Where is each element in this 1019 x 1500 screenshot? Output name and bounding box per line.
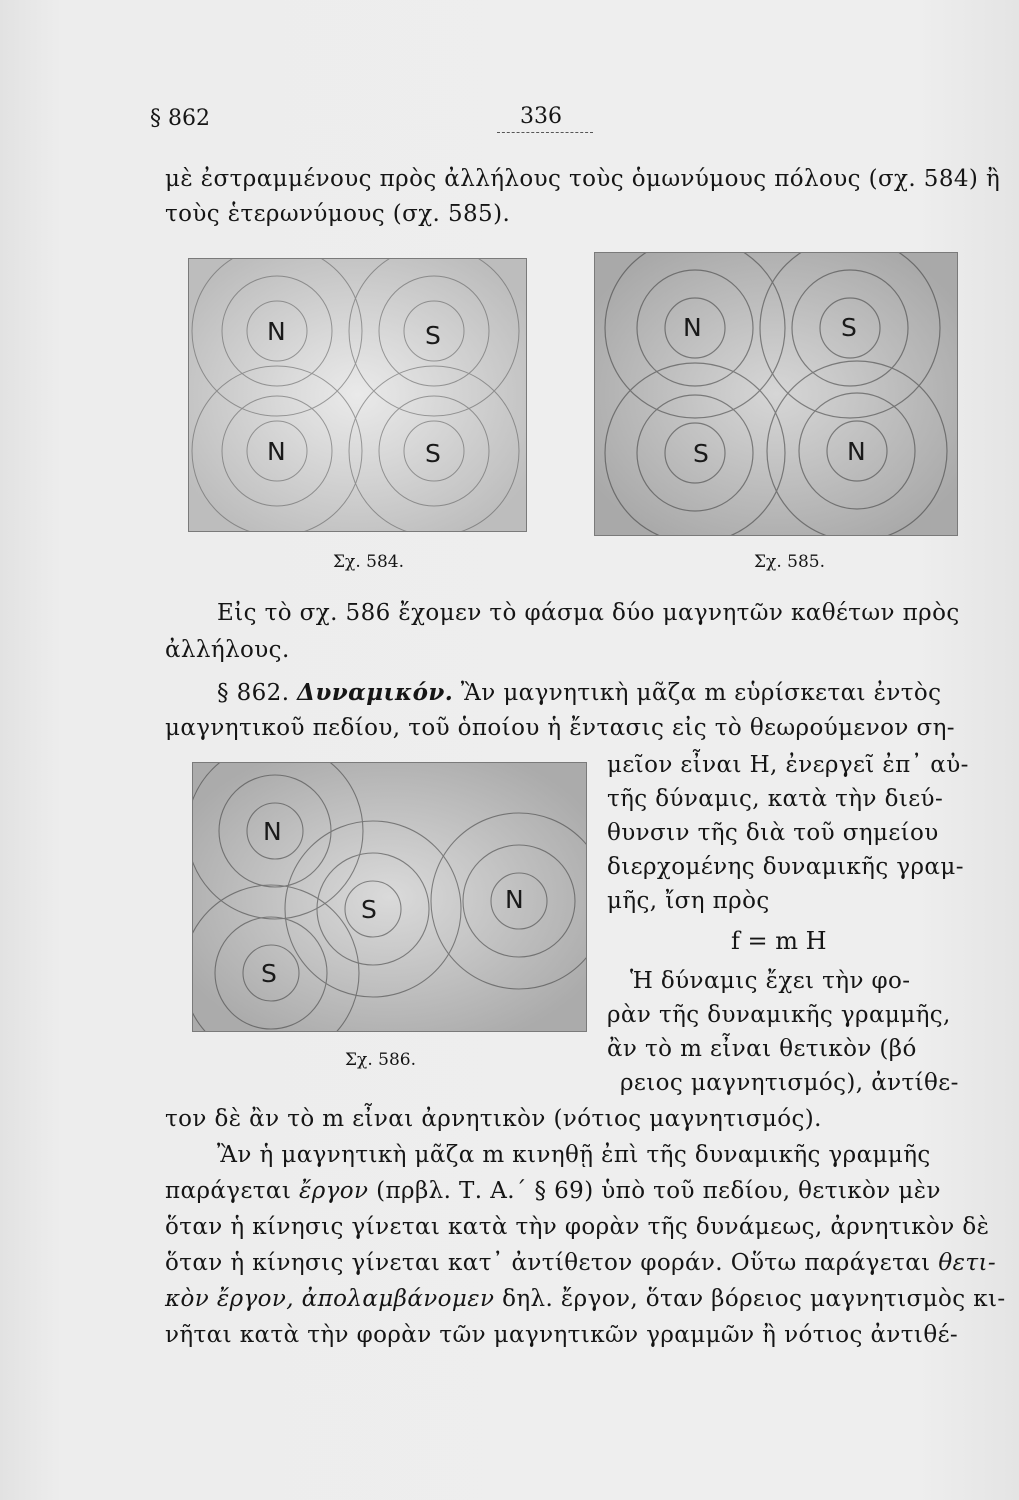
- equation-f-mH: f = m H: [731, 927, 827, 955]
- section-862-full-line: τον δὲ ἂν τὸ m εἶναι ἀρνητικὸν (νότιος μαγνητισμός).: [165, 1106, 822, 1132]
- figure-586: [192, 762, 587, 1032]
- pole-label: S: [261, 959, 277, 988]
- figure-584-caption: Σχ. 584.: [333, 552, 404, 572]
- work-line-2-b: (πρβλ. Τ. Α.´ § 69) ὑπὸ τοῦ πεδίου, θετικὸν μὲν: [376, 1178, 941, 1204]
- work-line-4: [165, 1250, 996, 1276]
- wrap-line-4: διερχομένης δυναμικῆς γραμ-: [607, 854, 964, 880]
- work-line-6: νῆται κατὰ τὴν φορὰν τῶν μαγνητικῶν γραμμῶν ἢ νότιος ἀντιθέ-: [165, 1322, 959, 1348]
- section-862-heading-line: [217, 679, 941, 706]
- pole-label: S: [841, 313, 857, 342]
- figure-584: [188, 258, 527, 532]
- pole-label: S: [361, 895, 377, 924]
- section-862-number: § 862.: [217, 680, 290, 706]
- page-number-underline: [497, 132, 593, 133]
- section-862-line1-rest: Ἂν μαγνητικὴ μᾶζα m εὑρίσκεται ἐντὸς: [460, 680, 942, 706]
- work-line-1: Ἂν ἡ μαγνητικὴ μᾶζα m κινηθῇ ἐπὶ τῆς δυναμικῆς γραμμῆς: [217, 1142, 931, 1168]
- page-number: 336: [520, 104, 562, 129]
- pole-label: S: [425, 321, 441, 350]
- para586-line-2: ἀλλήλους.: [165, 637, 290, 663]
- section-862-line-2: μαγνητικοῦ πεδίου, τοῦ ὁποίου ἡ ἔντασις εἰς τὸ θεωρούμενον ση-: [165, 715, 955, 741]
- wrap-line-2: τῆς δύναμις, κατὰ τὴν διεύ-: [607, 786, 944, 812]
- field-lines-585: [595, 253, 957, 535]
- pole-label: N: [267, 437, 286, 466]
- figure-585: [594, 252, 958, 536]
- pole-label: S: [693, 439, 709, 468]
- work-line-5-italic: κὸν ἔργον, ἀπολαμβάνομεν: [165, 1286, 495, 1312]
- intro-line-1: μὲ ἐστραμμένους πρὸς ἀλλήλους τοὺς ὁμωνύμους πόλους (σχ. 584) ἢ: [165, 166, 1001, 192]
- pole-label: S: [425, 439, 441, 468]
- work-line-5: [165, 1286, 1006, 1312]
- work-line-2-italic: ἔργον: [298, 1178, 369, 1204]
- figure-585-caption: Σχ. 585.: [754, 552, 825, 572]
- wrap2-line-2: ρὰν τῆς δυναμικῆς γραμμῆς,: [607, 1002, 951, 1028]
- field-lines-584: [189, 259, 526, 531]
- pole-label: N: [505, 885, 524, 914]
- pole-label: N: [847, 437, 866, 466]
- pole-label: N: [683, 313, 702, 342]
- work-line-4-italic: θετι-: [938, 1250, 997, 1276]
- pole-label: N: [263, 817, 282, 846]
- intro-line-2: τοὺς ἑτερωνύμους (σχ. 585).: [165, 201, 511, 227]
- pole-label: N: [267, 317, 286, 346]
- wrap2-line-3: ἂν τὸ m εἶναι θετικὸν (βό: [607, 1036, 917, 1062]
- wrap-line-5: μῆς, ἴση πρὸς: [607, 888, 770, 914]
- work-line-2-a: παράγεται: [165, 1178, 292, 1204]
- wrap-line-1: μεῖον εἶναι H, ἐνεργεῖ ἐπ᾽ αὐ-: [607, 752, 969, 778]
- wrap2-line-1: Ἡ δύναμις ἔχει τὴν φο-: [630, 968, 911, 994]
- work-line-2: [165, 1178, 941, 1204]
- figure-586-caption: Σχ. 586.: [345, 1050, 416, 1070]
- work-line-4-a: ὅταν ἡ κίνησις γίνεται κατ᾽ ἀντίθετον φοράν. Οὕτω παράγεται: [165, 1250, 931, 1276]
- section-862-title: Δυναμικόν.: [297, 679, 454, 706]
- field-lines-586: [193, 763, 586, 1031]
- work-line-5-b: δηλ. ἔργον, ὅταν βόρειος μαγνητισμὸς κι-: [502, 1286, 1006, 1312]
- work-line-3: ὅταν ἡ κίνησις γίνεται κατὰ τὴν φορὰν τῆς δυνάμεως, ἀρνητικὸν δὲ: [165, 1214, 990, 1240]
- wrap2-line-4: ρειος μαγνητισμός), ἀντίθε-: [620, 1070, 959, 1096]
- wrap-line-3: θυνσιν τῆς διὰ τοῦ σημείου: [607, 820, 939, 846]
- para586-line-1: Εἰς τὸ σχ. 586 ἔχομεν τὸ φάσμα δύο μαγνητῶν καθέτων πρὸς: [217, 600, 960, 626]
- section-marker: § 862: [150, 106, 210, 131]
